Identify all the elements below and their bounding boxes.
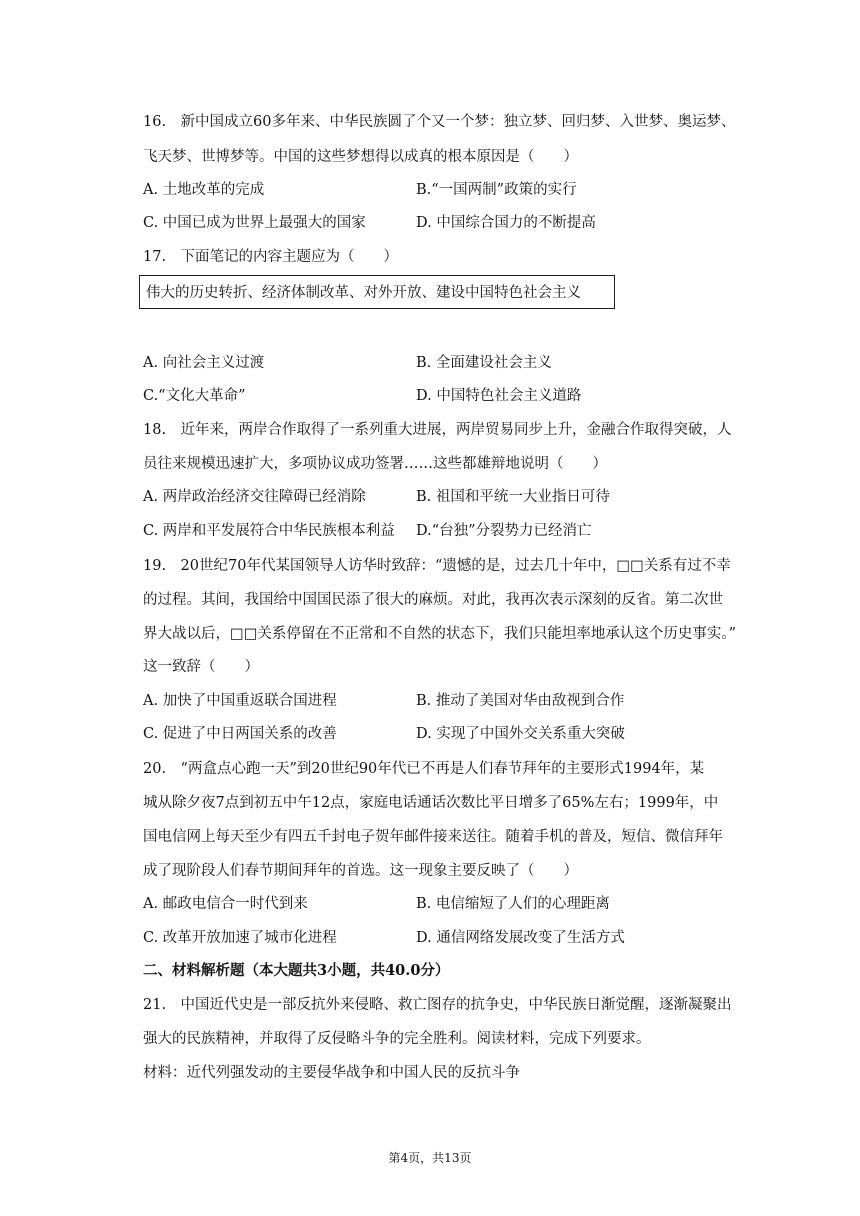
q18-option-a: A. 两岸政治经济交往障碍已经消除 — [143, 489, 366, 505]
q19-stem-line4: 这一致辞（ ） — [143, 659, 259, 675]
q18-option-b: B. 祖国和平统一大业指日可待 — [416, 489, 610, 505]
q20-option-b: B. 电信缩短了人们的心理距离 — [416, 896, 610, 912]
q17-option-d: D. 中国特色社会主义道路 — [416, 388, 582, 404]
q16-option-b: B.“一国两制”政策的实行 — [416, 182, 577, 198]
q21-stem-line2: 强大的民族精神，并取得了反侵略斗争的完全胜利。阅读材料，完成下列要求。 — [143, 1031, 651, 1047]
q20-option-a: A. 邮政电信合一时代到来 — [143, 896, 308, 912]
q17-option-c: C.“文化大革命” — [143, 388, 246, 404]
q17-notes-box — [139, 275, 615, 309]
q18-stem-line2: 员往来规模迅速扩大，多项协议成功签署……这些都雄辩地说明（ ） — [143, 456, 607, 472]
q16-stem-line1: 16. 新中国成立60多年来、中华民族圆了个又一个梦：独立梦、回归梦、入世梦、奥运梦、 — [143, 114, 736, 130]
q21-stem-line1: 21. 中国近代史是一部反抗外来侵略、救亡图存的抗争史，中华民族日渐觉醒，逐渐凝聚出 — [143, 997, 732, 1013]
section-heading: 二、材料解析题（本大题共3小题，共40.0分） — [143, 962, 450, 979]
q20-stem-line1: 20. “两盒点心跑一天”到20世纪90年代已不再是人们春节拜年的主要形式1994年，某 — [143, 761, 705, 777]
q19-option-c: C. 促进了中日两国关系的改善 — [143, 726, 337, 742]
q20-option-c: C. 改革开放加速了城市化进程 — [143, 930, 337, 946]
q21-material-label: 材料：近代列强发动的主要侵华战争和中国人民的反抗斗争 — [143, 1065, 520, 1081]
q20-option-d: D. 通信网络发展改变了生活方式 — [416, 930, 625, 946]
q20-stem-line2: 城从除夕夜7点到初五中午12点，家庭电话通话次数比平日增多了65%左右；1999年，中 — [143, 795, 719, 811]
q19-option-d: D. 实现了中国外交关系重大突破 — [416, 726, 625, 742]
q16-option-c: C. 中国已成为世界上最强大的国家 — [143, 215, 366, 231]
q20-stem-line3: 国电信网上每天至少有四五千封电子贺年邮件接来送往。随着手机的普及，短信、微信拜年 — [143, 829, 723, 845]
q19-stem-line3: 界大战以后，□□关系停留在不正常和不自然的状态下，我们只能坦率地承认这个历史事实。” — [143, 626, 737, 642]
q19-stem-line1: 19. 20世纪70年代某国领导人访华时致辞：“遗憾的是，过去几十年中，□□关系有过不幸 — [143, 558, 731, 574]
q18-stem-line1: 18. 近年来，两岸合作取得了一系列重大进展，两岸贸易同步上升，金融合作取得突破，人 — [143, 422, 732, 438]
page-number: 第4页，共13页 — [388, 1151, 472, 1165]
q18-option-d: D.“台独”分裂势力已经消亡 — [416, 523, 592, 539]
q17-option-a: A. 向社会主义过渡 — [143, 355, 265, 371]
q17-option-b: B. 全面建设社会主义 — [416, 355, 552, 371]
q17-notes-text: 伟大的历史转折、经济体制改革、对外开放、建设中国特色社会主义 — [146, 285, 581, 301]
q16-option-a: A. 土地改革的完成 — [143, 182, 265, 198]
q19-stem-line2: 的过程。其间，我国给中国国民添了很大的麻烦。对此，我再次表示深刻的反省。第二次世 — [143, 592, 723, 608]
q18-option-c: C. 两岸和平发展符合中华民族根本利益 — [143, 523, 395, 539]
q19-option-a: A. 加快了中国重返联合国进程 — [143, 693, 337, 709]
q19-option-b: B. 推动了美国对华由敌视到合作 — [416, 693, 625, 709]
q20-stem-line4: 成了现阶段人们春节期间拜年的首选。这一现象主要反映了（ ） — [143, 863, 578, 879]
q16-stem-line2: 飞天梦、世博梦等。中国的这些梦想得以成真的根本原因是（ ） — [143, 149, 578, 165]
q16-option-d: D. 中国综合国力的不断提高 — [416, 215, 596, 231]
q17-stem: 17. 下面笔记的内容主题应为（ ） — [143, 249, 399, 265]
